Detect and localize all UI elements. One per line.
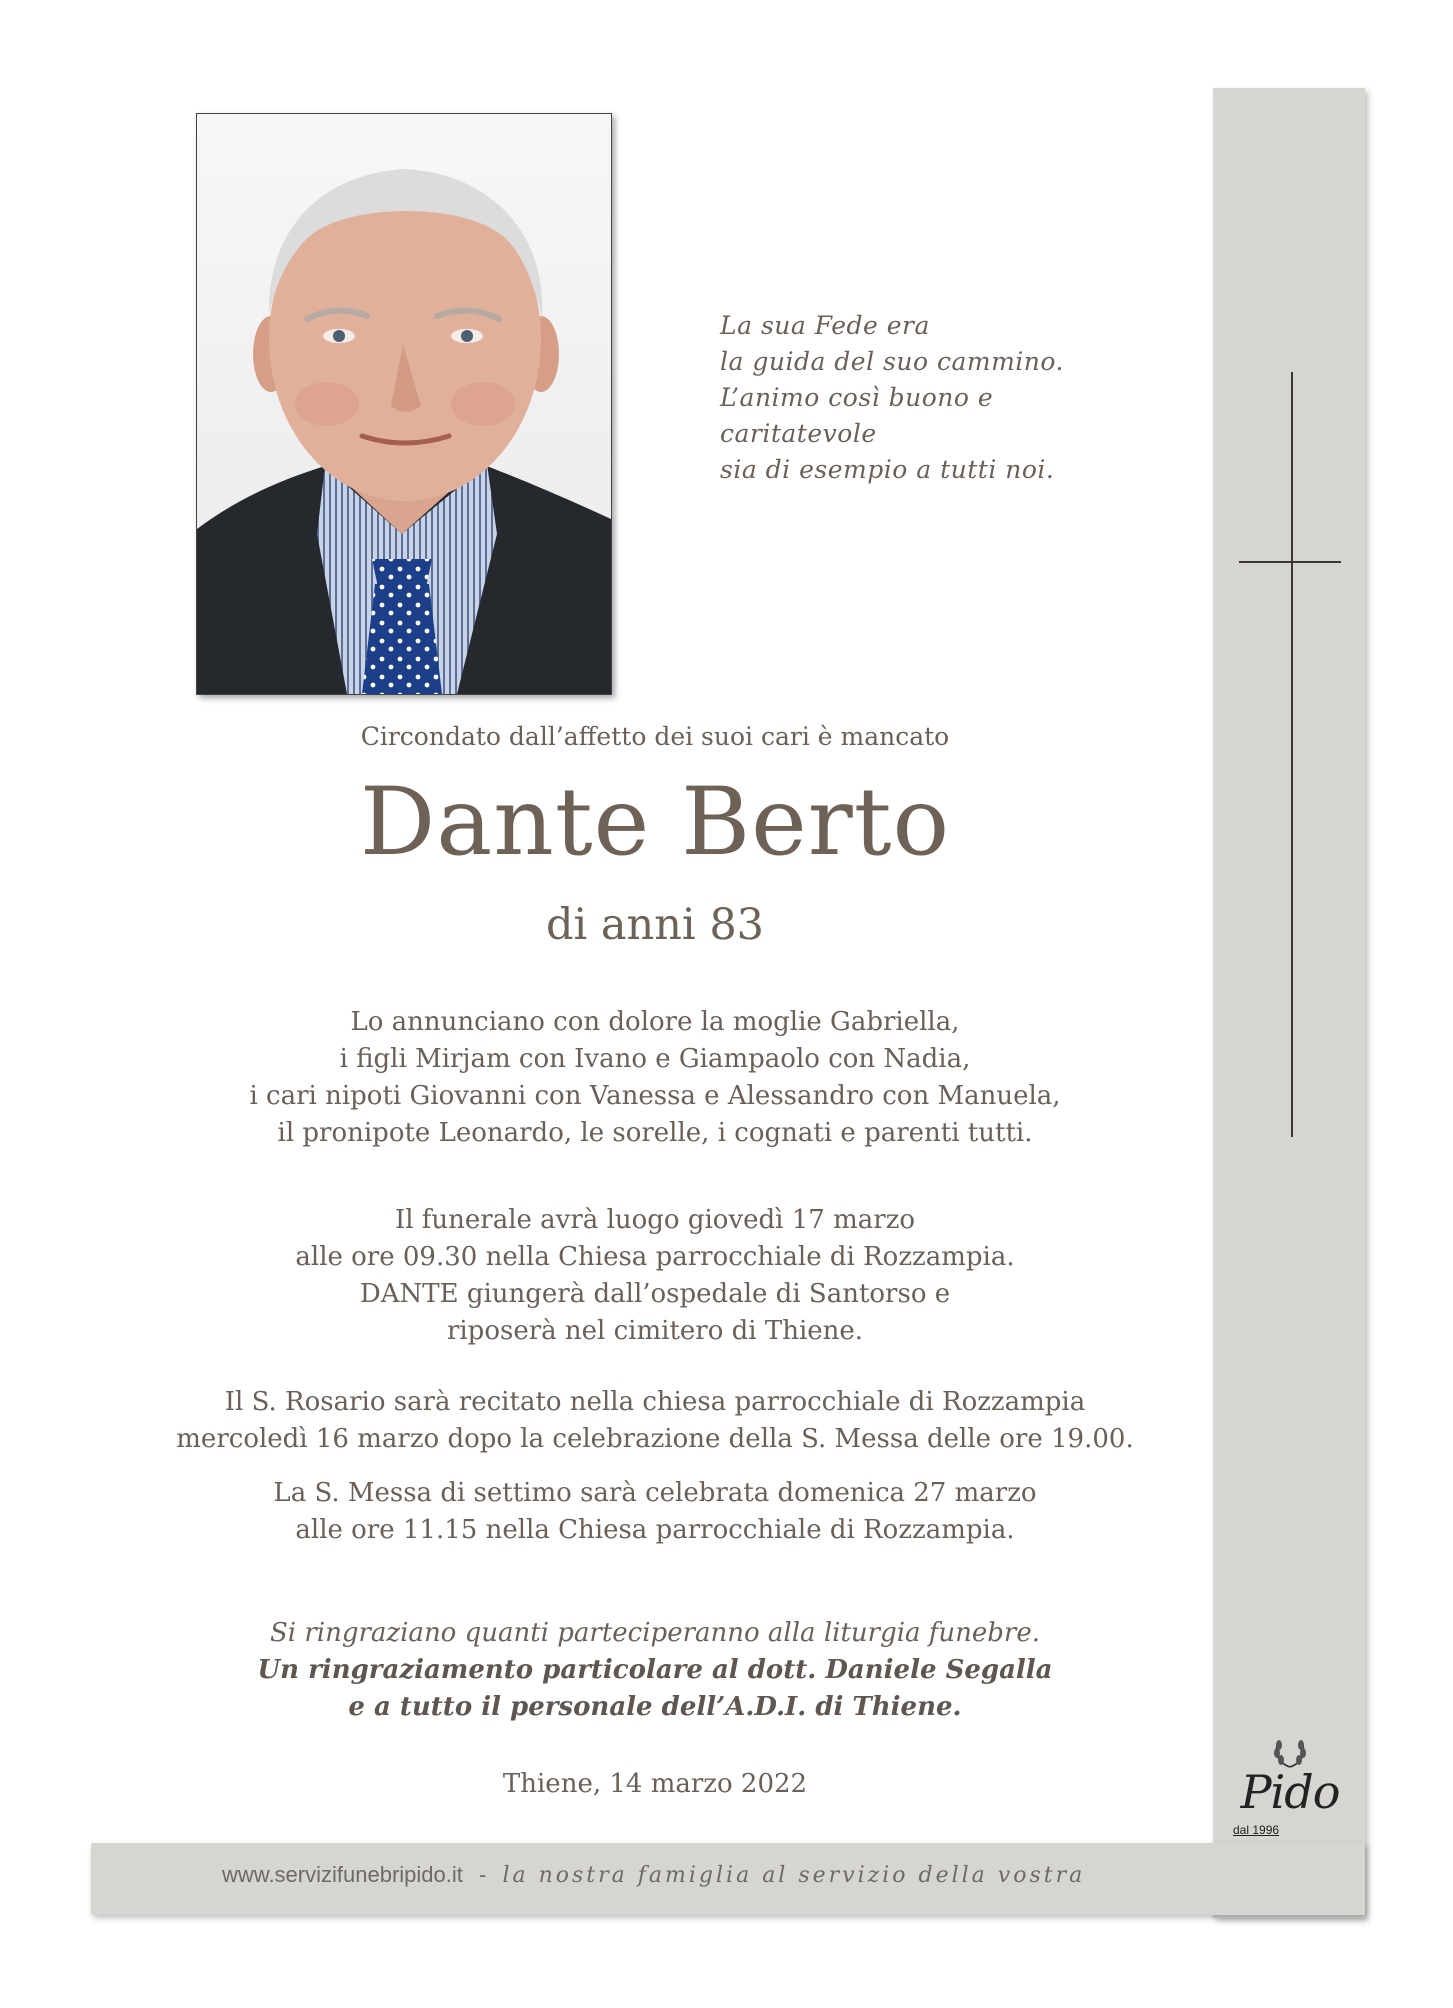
funeral-line: DANTE giungerà dall’ospedale di Santorso e bbox=[359, 1279, 951, 1309]
mass-paragraph bbox=[150, 1475, 1160, 1549]
mass-line: La S. Messa di settimo sarà celebrata domenica 27 marzo bbox=[273, 1478, 1037, 1508]
poem-line: caritatevole bbox=[720, 419, 877, 448]
announcement-line: Lo annunciano con dolore la moglie Gabriella, bbox=[350, 1007, 960, 1037]
rosary-line: mercoledì 16 marzo dopo la celebrazione della S. Messa delle ore 19.00. bbox=[176, 1424, 1134, 1454]
place-date: Thiene, 14 marzo 2022 bbox=[502, 1769, 808, 1799]
poem-line: La sua Fede era bbox=[720, 311, 930, 340]
thanks-line: Si ringraziano quanti parteciperanno alla liturgia funebre. bbox=[269, 1618, 1041, 1648]
thanks-line-bold: e a tutto il personale dell’A.D.I. di Thiene. bbox=[348, 1692, 962, 1722]
footer-separator: - bbox=[479, 1862, 487, 1887]
announcement-paragraph bbox=[150, 1004, 1160, 1152]
poem-line: sia di esempio a tutti noi. bbox=[720, 455, 1055, 484]
announcement-line: i figli Mirjam con Ivano e Giampaolo con Nadia, bbox=[339, 1044, 971, 1074]
deceased-age: di anni 83 bbox=[545, 900, 765, 950]
announcement-line: i cari nipoti Giovanni con Vanessa e Alessandro con Manuela, bbox=[249, 1081, 1061, 1111]
wreath-icon bbox=[1270, 1735, 1310, 1769]
funeral-paragraph bbox=[150, 1202, 1160, 1350]
portrait-photo bbox=[196, 113, 612, 695]
thanks-paragraph bbox=[150, 1615, 1160, 1726]
footer-motto: la nostra famiglia al servizio della vostra bbox=[502, 1863, 1086, 1888]
rosary-paragraph bbox=[150, 1384, 1160, 1458]
logo-since: dal 1996 bbox=[1233, 1823, 1280, 1837]
announcement-line: il pronipote Leonardo, le sorelle, i cognati e parenti tutti. bbox=[277, 1118, 1033, 1148]
mass-line: alle ore 11.15 nella Chiesa parrocchiale di Rozzampia. bbox=[295, 1515, 1015, 1545]
pido-logo bbox=[1225, 1735, 1355, 1835]
funeral-line: Il funerale avrà luogo giovedì 17 marzo bbox=[394, 1205, 916, 1235]
side-band bbox=[1213, 88, 1365, 1918]
cross-icon-horizontal bbox=[1239, 561, 1341, 563]
memorial-poem bbox=[720, 308, 1080, 488]
deceased-name: Dante Berto bbox=[359, 768, 951, 877]
footer-text bbox=[222, 1862, 1085, 1888]
funeral-line: alle ore 09.30 nella Chiesa parrocchiale di Rozzampia. bbox=[295, 1242, 1015, 1272]
intro-text: Circondato dall’affetto dei suoi cari è mancato bbox=[360, 722, 950, 751]
rosary-line: Il S. Rosario sarà recitato nella chiesa parrocchiale di Rozzampia bbox=[224, 1387, 1086, 1417]
poem-line: L’animo così buono e bbox=[720, 383, 994, 412]
logo-brand: Pido bbox=[1240, 1765, 1340, 1819]
poem-line: la guida del suo cammino. bbox=[720, 347, 1064, 376]
cross-icon-vertical bbox=[1291, 372, 1293, 1137]
funeral-line: riposerà nel cimitero di Thiene. bbox=[446, 1316, 864, 1346]
website-link[interactable]: www.servizifunebripido.it bbox=[222, 1862, 463, 1887]
thanks-line-bold: Un ringraziamento particolare al dott. Daniele Segalla bbox=[257, 1655, 1053, 1685]
